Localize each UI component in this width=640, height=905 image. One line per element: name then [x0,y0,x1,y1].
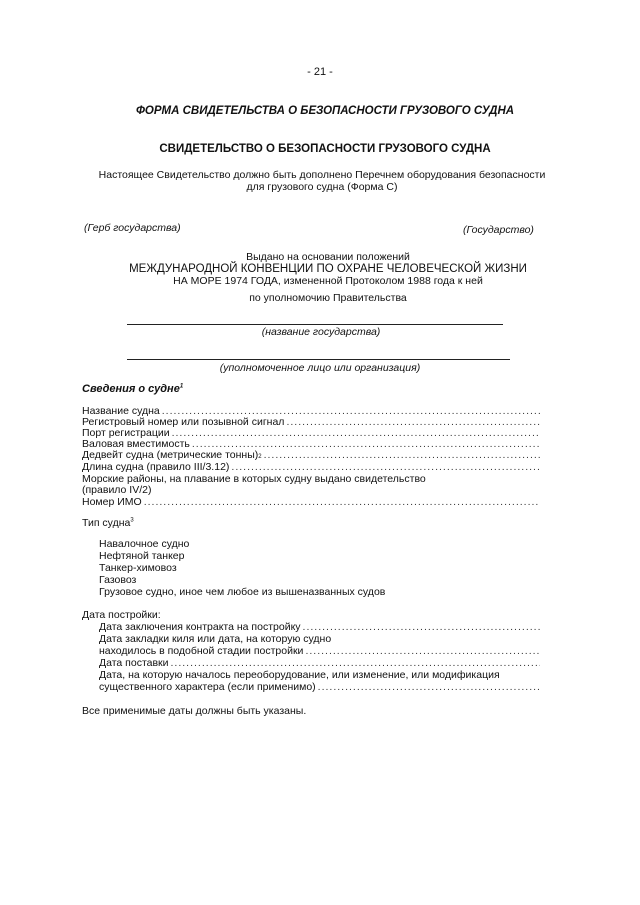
issued-line2: МЕЖДУНАРОДНОЙ КОНВЕНЦИИ ПО ОХРАНЕ ЧЕЛОВЕЧЕСКОЙ ЖИЗНИ [129,263,527,275]
field-ship-name: Название судна ..... [82,405,540,417]
state-caption: (Государство) [463,224,534,236]
field-registration-number: Регистровый номер или позывной сигнал ..... [82,416,540,428]
field-port-of-registry: Порт регистрации ..... [82,427,540,439]
state-name-caption: (название государства) [261,326,381,338]
issued-basis [8,251,640,304]
field-sea-areas: Морские районы, на плавание в которых судну выдано свидетельство [82,473,426,485]
build-date-delivery: Дата поставки ..... [99,657,540,669]
field-gross-tonnage: Валовая вместимость ..... [82,438,540,450]
field-deadweight: Дедвейт судна (метрические тонны) 2 ..... [82,449,540,461]
build-date-heading: Дата постройки: [82,609,161,621]
coat-of-arms-caption: (Герб государства) [84,222,181,234]
issued-line1: Выдано на основании положений [246,251,410,263]
field-ship-length: Длина судна (правило III/3.12) ..... [82,461,540,473]
issued-line3: НА МОРЕ 1974 ГОДА, измененной Протоколом 1988 года к ней [173,275,483,287]
state-name-line [127,324,503,325]
supplement-note [2,169,640,193]
supplement-note-line1: Настоящее Свидетельство должно быть дополнено Перечнем оборудования безопасности [98,169,546,181]
field-imo-number: Номер ИМО ..... [82,496,540,508]
ship-type-bulk-carrier: Навалочное судно [99,538,190,550]
build-date-keel-stage: находилось в подобной стадии постройки ..... [99,645,540,657]
footer-note: Все применимые даты должны быть указаны. [82,705,307,717]
build-date-contract: Дата заключения контракта на постройку ..... [99,621,540,633]
ship-type-heading: Тип судна$^3$ [82,517,134,529]
page-number: - 21 - [307,66,333,78]
authorized-line [127,359,510,360]
ship-info-heading: Сведения о судне$^1$ [82,383,184,395]
ship-type-chemical-tanker: Танкер-химовоз [99,562,177,574]
ship-type-oil-tanker: Нефтяной танкер [99,550,185,562]
ship-type-other-cargo: Грузовое судно, иное чем любое из вышеназванных судов [99,586,386,598]
field-sea-areas-rule: (правило IV/2) [82,484,152,496]
build-date-conversion-cont: существенного характера (если применимо) ..... [99,681,540,693]
ship-type-gas-carrier: Газовоз [99,574,137,586]
form-heading: ФОРМА СВИДЕТЕЛЬСТВА О БЕЗОПАСНОСТИ ГРУЗОВОГО СУДНА [135,105,515,117]
certificate-title: СВИДЕТЕЛЬСТВО О БЕЗОПАСНОСТИ ГРУЗОВОГО СУДНА [159,143,491,155]
supplement-note-line2: для грузового судна (Форма С) [246,181,398,193]
issued-line4: по уполномочию Правительства [249,292,407,304]
build-date-conversion: Дата, на которую началось переоборудование, или изменение, или модификация [99,669,500,681]
authorized-caption: (уполномоченное лицо или организация) [219,362,421,374]
build-date-keel: Дата закладки киля или дата, на которую судно [99,633,332,645]
